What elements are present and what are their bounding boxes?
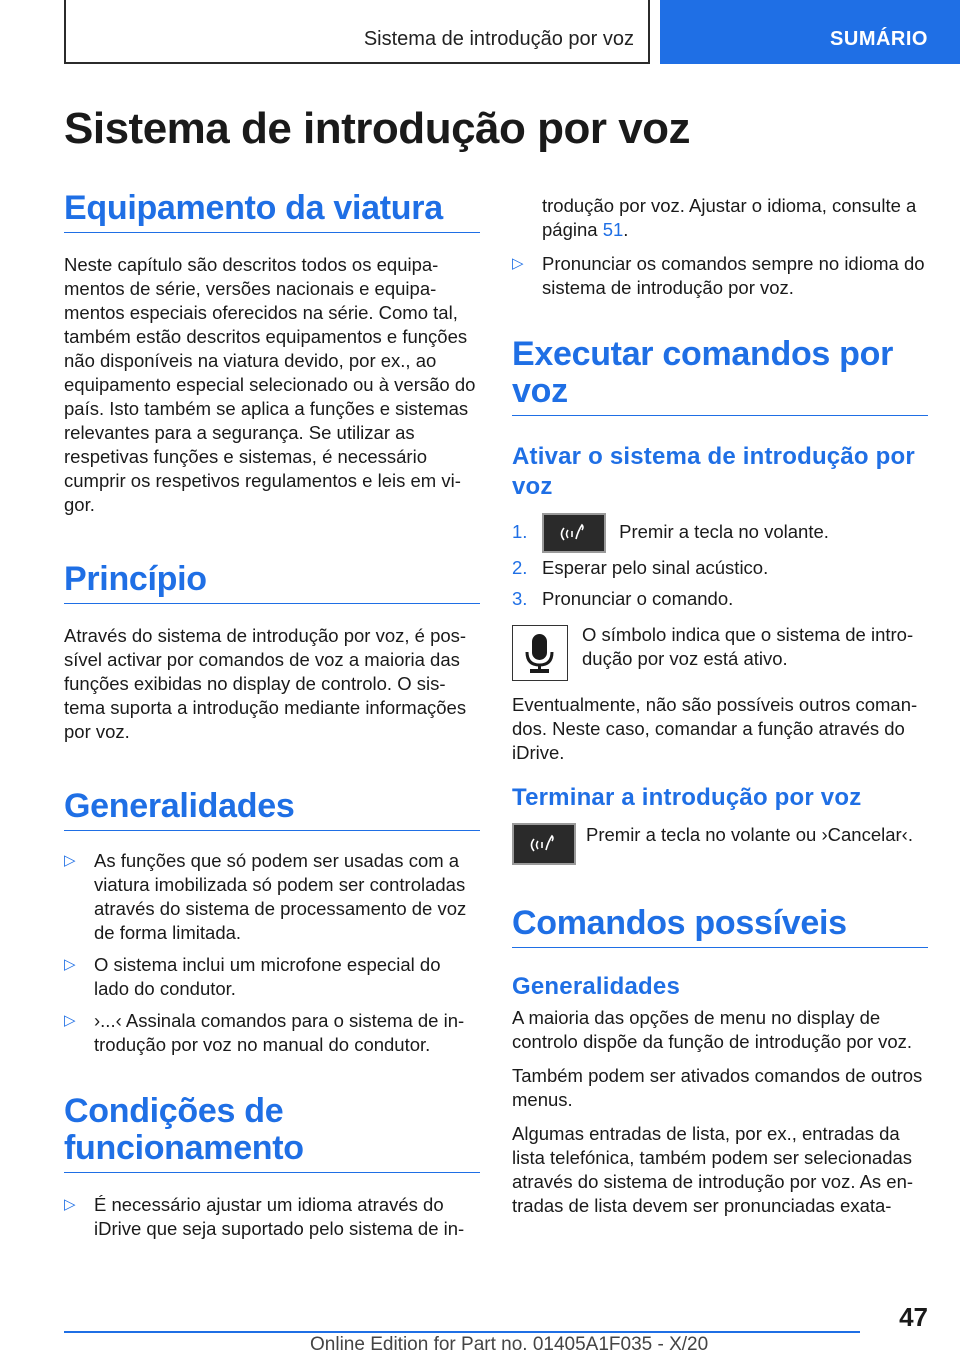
triangle-bullet-icon: ▷ xyxy=(64,1196,76,1213)
microphone-icon xyxy=(512,625,568,681)
general-bullet-list xyxy=(64,849,480,1057)
list-item: ▷ É necessário ajustar um idioma através do iDrive que seja suportado pelo sistema de in- xyxy=(64,1194,465,1239)
triangle-bullet-icon: ▷ xyxy=(512,255,524,272)
eventual-text: Eventualmente, não são possíveis outros comandos. Neste caso, comandar a função através do iDrive. xyxy=(512,694,918,763)
possible-text-1: A maioria das opções de menu no display de controlo dispõe da função de introdução por voz. xyxy=(512,1007,913,1052)
microphone-icon-graphic xyxy=(513,626,566,679)
vehicle-equipment-text: Neste capítulo são descritos todos os equipamentos de série, versões nacionais e equipamentos especiais oferecidos na série. Como tal, também estão descritos equipamentos e funções não disponíveis na viatura devido, por ex., ao equipamento especial selecionado ou à versão do país. Isto também se aplica a funções e sistemas relevantes para a segurança. Se utilizar as respetivas funções e sistemas, é necessário cumprir os respetivos regulamentos e leis em vigor. xyxy=(64,254,476,515)
conditions-bullet-list xyxy=(64,1193,480,1241)
summary-button-label: SUMÁRIO xyxy=(830,28,928,50)
activate-steps xyxy=(512,512,928,611)
section-title: Sistema de introdução por voz xyxy=(363,28,634,50)
right-column xyxy=(512,194,928,1218)
mic-note: O símbolo indica que o sistema de introdução por voz está ativo. xyxy=(512,623,928,681)
summary-button[interactable] xyxy=(660,0,960,64)
end-voice-row: Premir a tecla no volante ou ›Cancelar‹. xyxy=(512,823,928,865)
list-item: 3. Pronunciar o comando. xyxy=(512,588,734,609)
page-header xyxy=(0,0,960,66)
triangle-bullet-icon: ▷ xyxy=(64,852,76,869)
heading-execute-commands: Executar comandos por voz xyxy=(512,336,928,416)
list-item: 2. Esperar pelo sinal acústico. xyxy=(512,557,769,578)
list-item: 1. Premir a tecla no volante. xyxy=(512,512,928,552)
voice-button-icon xyxy=(512,823,576,865)
conditions-continued: trodução por voz. Ajustar o idioma, consulte a página 51. xyxy=(542,195,917,240)
page-number: 47 xyxy=(899,1302,928,1332)
list-item: ▷ As funções que só podem ser usadas com a viatura imobilizada só podem ser controladas através do sistema de processamento de voz de forma limitada. xyxy=(64,850,467,943)
page-link[interactable]: 51 xyxy=(602,219,624,240)
heading-end-voice: Terminar a introdução por voz xyxy=(512,784,862,811)
possible-text-2: Também podem ser ativados comandos de outros menus. xyxy=(512,1065,923,1110)
footer-divider xyxy=(64,1331,860,1333)
heading-activate: Ativar o sistema de introdução por voz xyxy=(512,443,915,500)
principle-text: Através do sistema de introdução por voz, é possível activar por comandos de voz a maioria das funções exibidas no display de controlo. O sistema suporta a introdução mediante informações por voz. xyxy=(64,625,467,742)
list-item: ▷ O sistema inclui um microfone especial do lado do condutor. xyxy=(64,954,441,999)
footer-edition: Online Edition for Part no. 01405A1F035 - X/20 xyxy=(310,1334,709,1355)
heading-general: Generalidades xyxy=(64,788,480,831)
voice-button-icon-graphic xyxy=(514,825,574,863)
triangle-bullet-icon: ▷ xyxy=(64,1012,76,1029)
left-column xyxy=(64,190,480,1241)
possible-text-3: Algumas entradas de lista, por ex., entradas da lista telefónica, também podem ser selecionadas através do sistema de introdução por voz. As entradas de lista devem ser pronunciadas exata- xyxy=(512,1123,914,1216)
heading-general-sub: Generalidades xyxy=(512,973,681,1000)
conditions-bullet-list-cont xyxy=(512,252,928,300)
heading-vehicle-equipment: Equipamento da viatura xyxy=(64,190,480,233)
triangle-bullet-icon: ▷ xyxy=(64,956,76,973)
voice-button-icon xyxy=(542,513,606,553)
heading-possible-commands: Comandos possíveis xyxy=(512,905,928,948)
voice-button-icon-graphic xyxy=(544,515,604,551)
list-item: ▷ Pronunciar os comandos sempre no idioma do sistema de introdução por voz. xyxy=(512,253,925,298)
page-title: Sistema de introdução por voz xyxy=(64,104,691,153)
list-item: ▷ ›...‹ Assinala comandos para o sistema de introdução por voz no manual do condutor. xyxy=(64,1010,465,1055)
section-tab[interactable] xyxy=(64,0,650,64)
heading-principle: Princípio xyxy=(64,561,480,604)
heading-conditions: Condições de funcionamento xyxy=(64,1093,480,1173)
